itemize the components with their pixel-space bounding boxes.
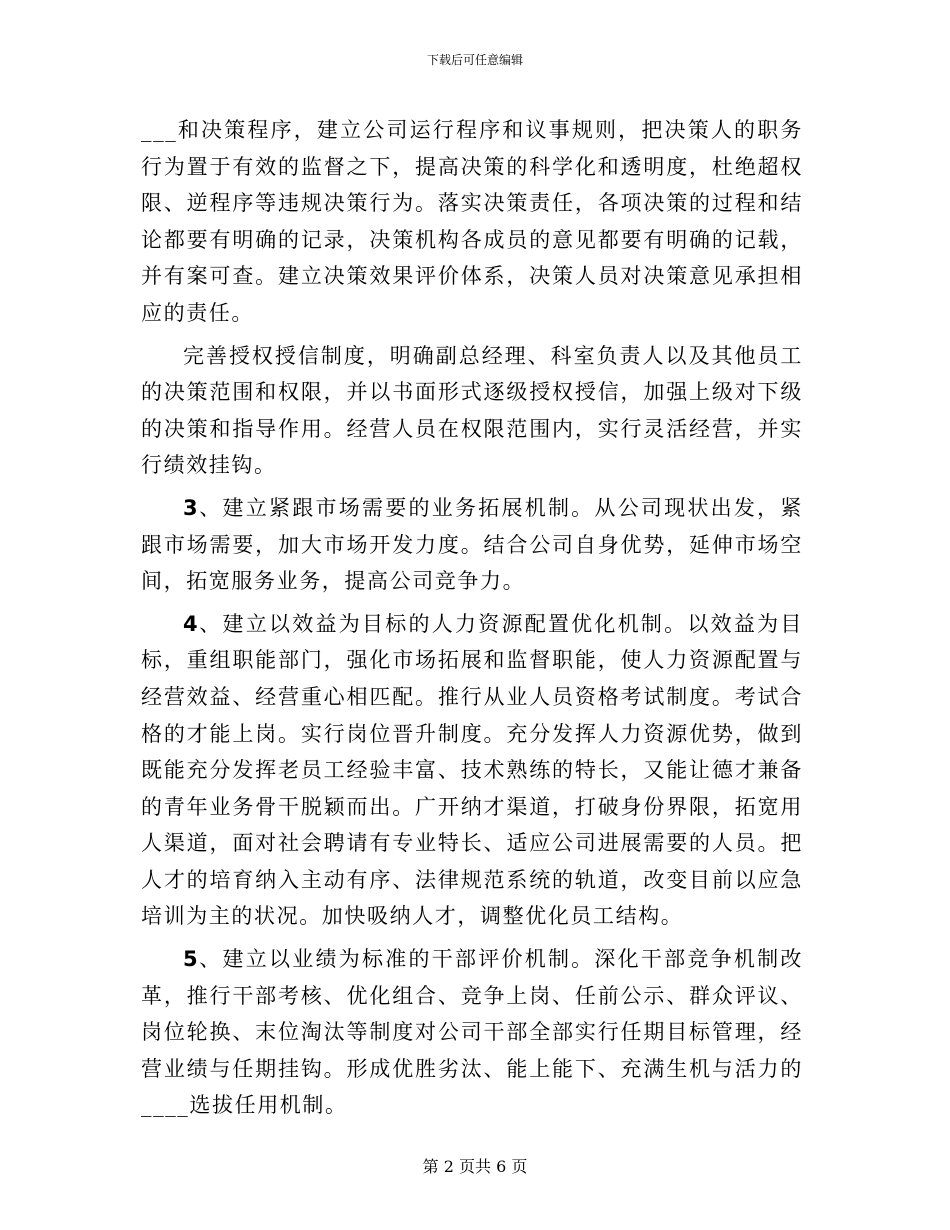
paragraph-text: 、建立紧跟市场需要的业务拓展机制。从公司现状出发，紧跟市场需要，加大市场开发力度。结合公司自身优势，延伸市场空间，拓宽服务业务，提高公司竞争力。	[141, 495, 803, 594]
page-number-footer: 第 2 页共 6 页	[422, 1157, 528, 1176]
item-number: 4	[183, 611, 198, 636]
paragraph-text: 完善授权授信制度，明确副总经理、科室负责人以及其他员工的决策范围和权限，并以书面形式逐级授权授信，加强上级对下级的决策和指导作用。经营人员在权限范围内，实行灵活经营，并实行绩效挂钩。	[141, 343, 803, 478]
paragraph-item-3	[141, 490, 803, 600]
page-header: 下载后可任意编辑	[426, 53, 523, 67]
paragraph-authorization	[141, 338, 803, 484]
document-body	[141, 112, 803, 1130]
paragraph-item-4	[141, 606, 803, 935]
item-number: 5	[183, 947, 198, 972]
paragraph-text: 、建立以业绩为标准的干部评价机制。深化干部竞争机制改革，推行干部考核、优化组合、竞争上岗、任前公示、群众评议、岗位轮换、末位淘汰等制度对公司干部全部实行任期目标管理，经营业绩与任期挂钩。形成优胜劣汰、能上能下、充满生机与活力的____选拔任用机制。	[141, 947, 803, 1118]
paragraph-text: 、建立以效益为目标的人力资源配置优化机制。以效益为目标，重组职能部门，强化市场拓展和监督职能，使人力资源配置与经营效益、经营重心相匹配。推行从业人员资格考试制度。考试合格的才能上岗。实行岗位晋升制度。充分发挥人力资源优势，做到既能充分发挥老员工经验丰富、技术熟练的特长，又能让德才兼备的青年业务骨干脱颖而出。广开纳才渠道，打破身份界限，拓宽用人渠道，面对社会聘请有专业特长、适应公司进展需要的人员。把人才的培育纳入主动有序、法律规范系统的轨道，改变目前以应急培训为主的状况。加快吸纳人才，调整优化员工结构。	[141, 611, 803, 929]
paragraph-decision-procedure	[141, 112, 803, 332]
item-number: 3	[183, 495, 198, 520]
paragraph-text: ___和决策程序，建立公司运行程序和议事规则，把决策人的职务行为置于有效的监督之下，提高决策的科学化和透明度，杜绝超权限、逆程序等违规决策行为。落实决策责任，各项决策的过程和结论都要有明确的记录，决策机构各成员的意见都要有明确的记载，并有案可查。建立决策效果评价体系，决策人员对决策意见承担相应的责任。	[141, 118, 803, 325]
paragraph-item-5	[141, 941, 803, 1124]
